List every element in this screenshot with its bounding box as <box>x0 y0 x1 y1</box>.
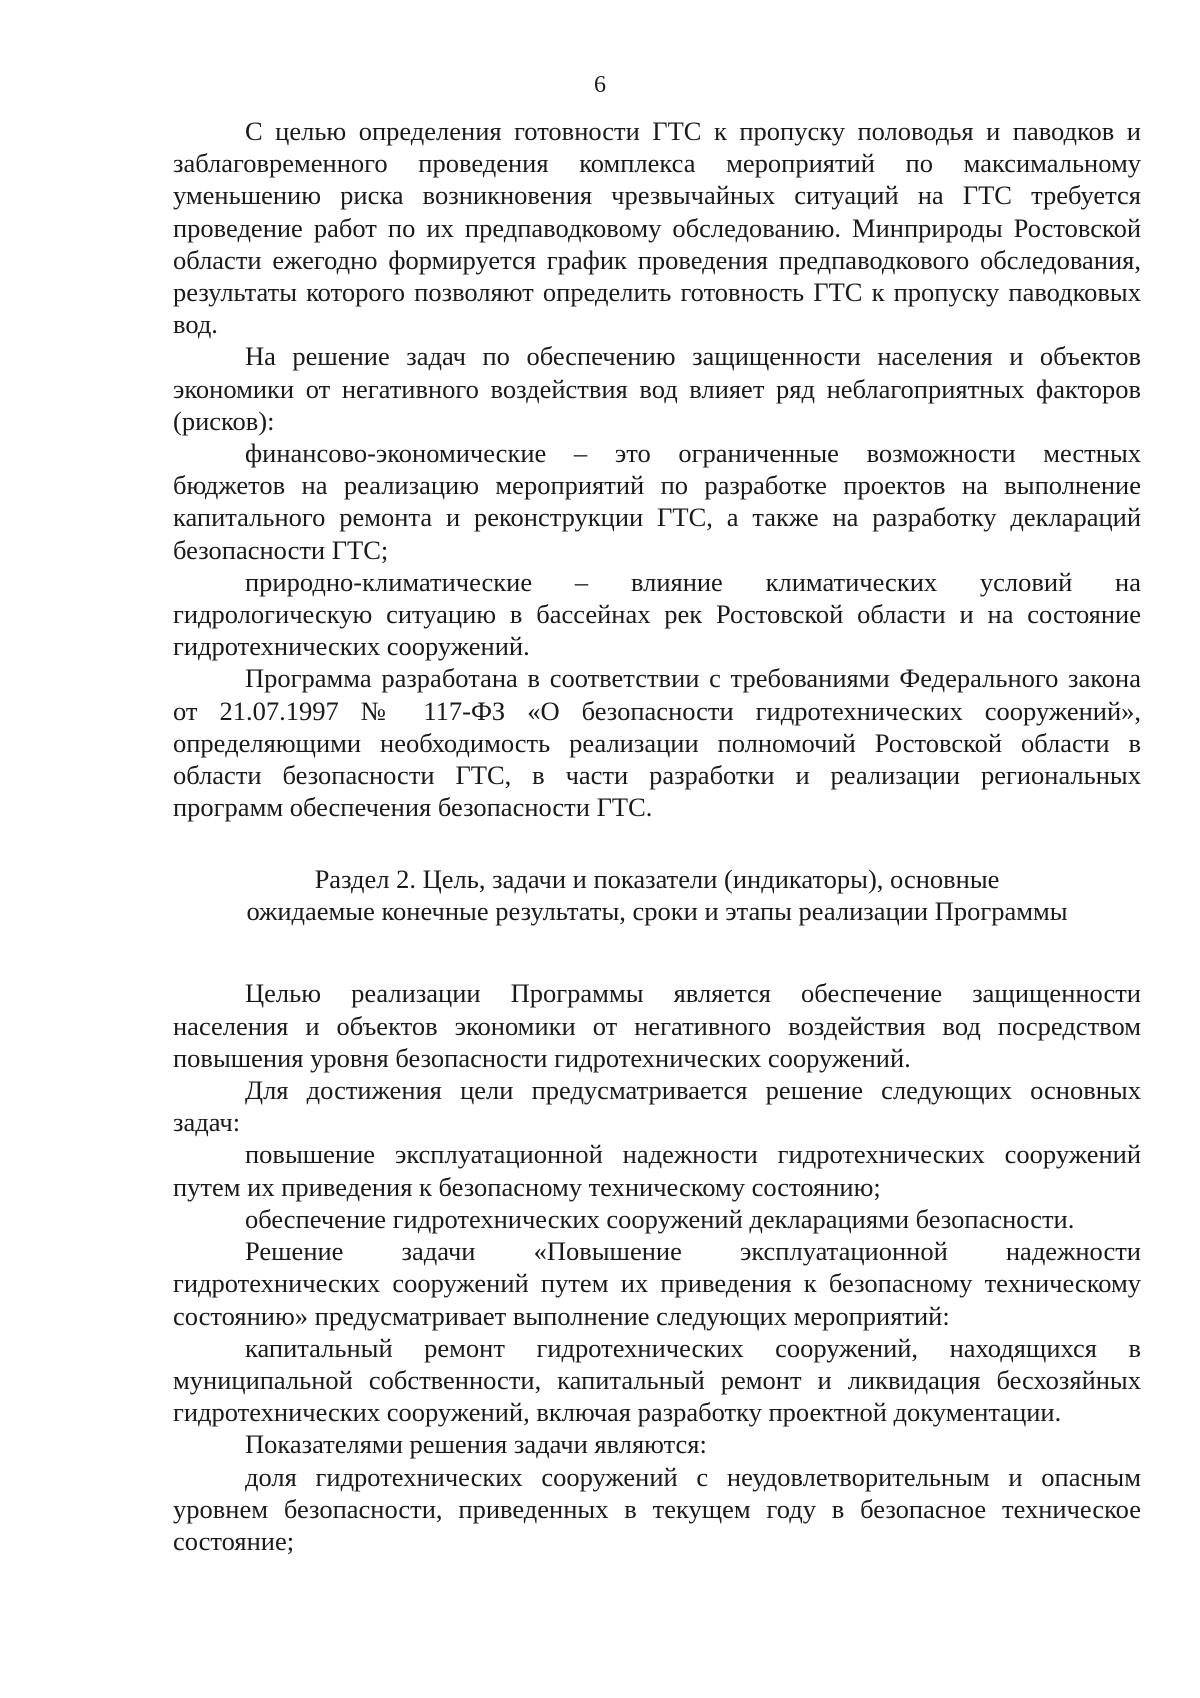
paragraph-financial-risks: финансово-экономические – это ограниченные возможности местных бюджетов на реализацию мероприятий по разработке проектов на выполнение капитального ремонта и реконструкции ГТС, а также на разработку деклараций безопасности ГТС; <box>173 438 1141 565</box>
paragraph-program-goal: Целью реализации Программы является обеспечение защищенности населения и объектов экономики от негативного воздействия вод посредством повышения уровня безопасности гидротехнических сооружений. <box>173 978 1141 1073</box>
paragraph-task-declarations: обеспечение гидротехнических сооружений декларациями безопасности. <box>245 1203 1075 1234</box>
page-number: 6 <box>594 72 606 98</box>
paragraph-indicators-intro: Показателями решения задачи являются: <box>245 1429 707 1460</box>
paragraph-task-solution: Решение задачи «Повышение эксплуатационной надежности гидротехнических сооружений путем их приведения к безопасному техническому состоянию» предусматривает выполнение следующих мероприятий: <box>173 1236 1141 1331</box>
section-title <box>173 863 1141 927</box>
paragraph-climate-risks: природно-климатические – влияние климатических условий на гидрологическую ситуацию в бассейнах рек Ростовской области и на состояние гидротехнических сооружений. <box>173 566 1141 662</box>
document-body <box>173 115 1141 1557</box>
paragraph-risk-factors: На решение задач по обеспечению защищенности населения и объектов экономики от негативного воздействия вод влияет ряд неблагоприятных факторов (рисков): <box>173 341 1141 436</box>
paragraph-federal-law: Программа разработана в соответствии с требованиями Федерального закона от 21.07.1997 № 117-ФЗ «О безопасности гидротехнических сооружений», определяющими необходимость реализации полномочий Ростовской области в области безопасности ГТС, в части разработки и реализации региональных программ обеспечения безопасности ГТС. <box>173 663 1141 823</box>
section-title-line-1: Раздел 2. Цель, задачи и показатели (индикаторы), основные <box>314 864 1000 895</box>
paragraph-capital-repair: капитальный ремонт гидротехнических сооружений, находящихся в муниципальной собственности, капитальный ремонт и ликвидация бесхозяйных гидротехнических сооружений, включая разработку проектной документации. <box>173 1332 1141 1428</box>
paragraph-indicator-share: доля гидротехнических сооружений с неудовлетворительным и опасным уровнем безопасности, приведенных в текущем году в безопасное техническое состояние; <box>173 1461 1141 1556</box>
paragraph-gts-readiness: С целью определения готовности ГТС к пропуску половодья и паводков и заблаговременного проведения комплекса мероприятий по максимальному уменьшению риска возникновения чрезвычайных ситуаций на ГТС требуется проведение работ по их предпаводковому обследованию. Минприроды Ростовской области ежегодно формируется график проведения предпаводкового обследования, результаты которого позволяют определить готовность ГТС к пропуску паводковых вод. <box>173 116 1141 340</box>
paragraph-tasks-intro: Для достижения цели предусматривается решение следующих основных задач: <box>173 1075 1141 1138</box>
section-title-line-2: ожидаемые конечные результаты, сроки и этапы реализации Программы <box>246 896 1068 927</box>
paragraph-task-reliability: повышение эксплуатационной надежности гидротехнических сооружений путем их приведения к безопасному техническому состоянию; <box>173 1139 1141 1202</box>
